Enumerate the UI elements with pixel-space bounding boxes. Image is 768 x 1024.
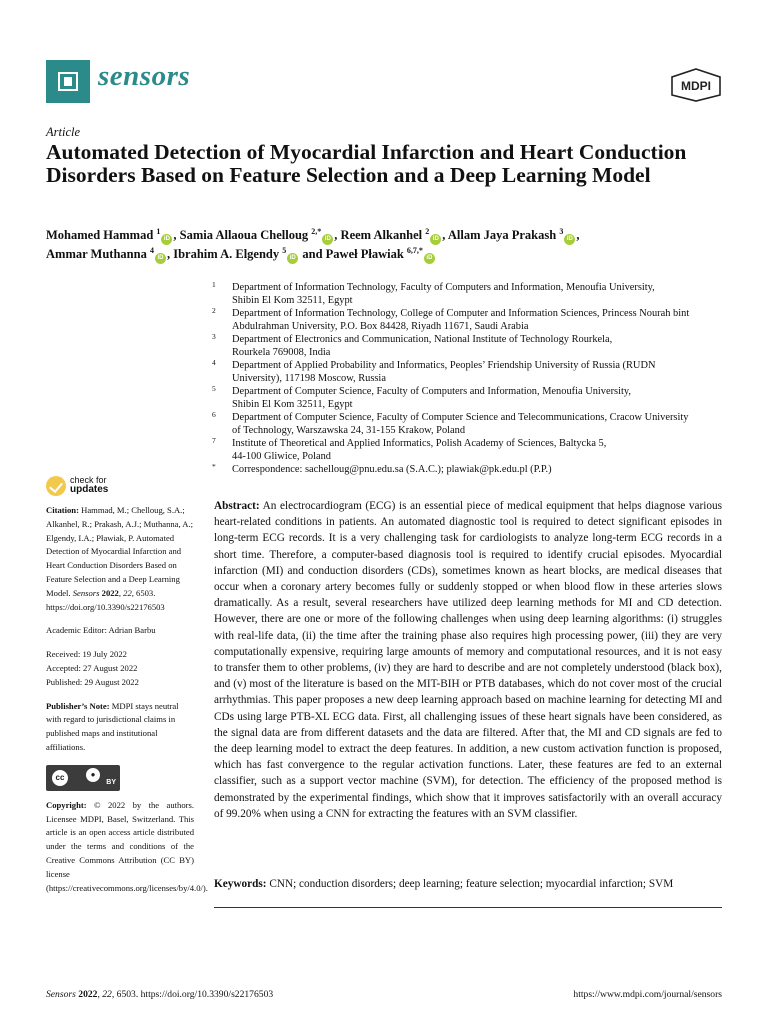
affiliation-line: of Technology, Warszawska 24, 31-155 Krakow, Poland [232, 425, 466, 436]
affiliation-line: Department of Information Technology, College of Computer and Information Sciences, Princess Nourah bint [232, 308, 690, 319]
divider [214, 907, 722, 908]
affiliation-number: 2 [212, 306, 216, 315]
author-name: Paweł Pławiak [325, 247, 404, 261]
orcid-icon[interactable]: iD [430, 234, 441, 245]
accepted-date: Accepted: 27 August 2022 [46, 662, 138, 673]
affiliation-number: 4 [212, 358, 216, 367]
affiliation-line: Abdulrahman University, P.O. Box 84428, Riyadh 11671, Saudi Arabia [232, 321, 529, 332]
author-list [46, 226, 726, 264]
footer-volume: 22 [102, 989, 112, 1000]
author-affiliation-marker: 6,7,* [406, 245, 423, 255]
publisher-note-text: MDPI stays neutral with regard to jurisdictional claims in published maps and institutional affiliations. [46, 700, 179, 752]
orcid-icon[interactable]: iD [161, 234, 172, 245]
author-separator: , [166, 247, 174, 261]
check-updates-bottom: updates [70, 484, 109, 495]
author-name: Ibrahim A. Elgendy [173, 247, 280, 261]
author-name: Allam Jaya Prakash [447, 228, 557, 242]
citation-text: Hammad, M.; Chelloug, S.A.; Alkanhel, R.; Prakash, A.J.; Muthanna, A.; Elgendy, I.A.; Pławiak, P. Automated Detection of Myocardial Infarction and Heart Conduction Disorders Based on Feature Selection and a Deep Learning Model. [46, 505, 194, 598]
author-affiliation-marker: 3 [559, 226, 564, 236]
author-separator: , [576, 228, 580, 242]
citation-doi[interactable]: 6503. https://doi.org/10.3390/s22176503 [46, 587, 165, 612]
affiliation-item [212, 359, 727, 385]
received-date: Received: 19 July 2022 [46, 649, 127, 660]
orcid-icon[interactable]: iD [322, 234, 333, 245]
citation-block: Citation: Hammad, M.; Chelloug, S.A.; Alkanhel, R.; Prakash, A.J.; Muthanna, A.; Elgendy, I.A.; Pławiak, P. Automated Detection of Myocardial Infarction and Heart Conduction Disorders Based on Feature Selection and a Deep Learning Model. Sensors 2022, 22, 6503. https://doi.org/10.3390/s22176503 [46, 505, 194, 612]
abstract-text: An electrocardiogram (ECG) is an essential piece of medical equipment that helps diagnose various heart-related conditions in patients. An automated diagnostic tool is required to detect significant episodes in long-term ECG records. It is a very challenging task for cardiologists to analyze long-term ECG records in a short time. Therefore, a computer-based diagnosis tool is required to identify crucial episodes. Myocardial infarction (MI) and conduction disorders (CDs), sometimes known as heart blocks, are medical diseases that occur when a coronary artery becomes fully or suddenly stopped or when blood flow in these arteries slows dramatically. As a result, several researchers have utilized deep learning methods for MI and CD detection. However, there are one or more of the following challenges when using deep learning algorithms: (i) struggles with real-life data, (ii) the time after the training phase also requires high processing power, (iii) they are very computationally expensive, requiring large amounts of memory and computational resources, and it is not easy to transfer them to other problems, (iv) they are hard to describe and are not completely understood (black box), and (v) most of the literature is based on the MIT-BIH or PTB databases, which do not cover most of the crucial arrhythmias. This paper proposes a new deep learning approach based on machine learning for detecting MI and CDs using large PTB-XL ECG data. First, all challenging issues of these heart signals have been considered, as the signal data are from different datasets and the data are filtered. After that, the MI and CD signals are fed to the deep learning model to extract the deep features. In addition, a new custom activation function is proposed, which has fast convergence to the regular activation functions. Later, these features are fed to an external classifier, such as a support vector machine (SVM), for detection. The efficiency of the proposed method is demonstrated by the experimental findings, which show that it improves satisfactorily with an overall accuracy of 99.20% when using a CNN for extracting the features with an SVM classifier. [214, 500, 722, 820]
copyright-block [46, 799, 208, 896]
author-affiliation-marker: 2,* [311, 226, 322, 236]
article-type: Article [46, 125, 81, 139]
affiliation-number: 6 [212, 410, 216, 419]
orcid-icon[interactable]: iD [564, 234, 575, 245]
check-for-updates-badge[interactable] [46, 476, 194, 500]
citation-year: 2022 [101, 587, 119, 598]
person-icon: ● [84, 766, 102, 784]
citation-label: Citation: [46, 505, 79, 515]
author-separator: and [299, 247, 326, 261]
cc-by-license-badge[interactable] [46, 765, 120, 791]
author-name: Samia Allaoua Chelloug [179, 228, 309, 242]
affiliation-line: Rourkela 769008, India [232, 347, 331, 358]
affiliation-line: Shibin El Kom 32511, Egypt [232, 399, 353, 410]
publisher-note [46, 700, 194, 755]
citation-journal: Sensors [72, 587, 100, 598]
affiliation-line: Department of Computer Science, Faculty of Computer Science and Telecommunications, Cracow University [232, 412, 689, 423]
orcid-icon[interactable]: iD [155, 253, 166, 264]
copyright-label: Copyright: [46, 799, 87, 810]
affiliation-item [212, 307, 727, 333]
author-name: Mohamed Hammad [46, 228, 154, 242]
affiliation-number: * [212, 462, 216, 471]
affiliation-number: 5 [212, 384, 216, 393]
publisher-note-label: Publisher’s Note: [46, 700, 110, 711]
author-affiliation-marker: 1 [156, 226, 161, 236]
orcid-icon[interactable]: iD [424, 253, 435, 264]
keywords-text: CNN; conduction disorders; deep learning; feature selection; myocardial infarction; SVM [269, 878, 674, 890]
affiliation-item [212, 437, 727, 463]
journal-name: sensors [98, 60, 191, 92]
published-date: Published: 29 August 2022 [46, 676, 139, 687]
footer-journal-url[interactable]: https://www.mdpi.com/journal/sensors [573, 989, 722, 1000]
author-separator: , [442, 228, 448, 242]
affiliation-line: Department of Information Technology, Faculty of Computers and Information, Menoufia University, [232, 282, 655, 293]
author-name: Ammar Muthanna [46, 247, 147, 261]
affiliation-line: Department of Applied Probability and Informatics, Peoples’ Friendship University of Russia (RUDN [232, 360, 656, 371]
copyright-text: © 2022 by the authors. Licensee MDPI, Basel, Switzerland. This article is an open access article distributed under the terms and conditions of the Creative Commons Attribution (CC BY) license (https://creativecommons.org/licenses/by/4.0/). [46, 799, 208, 893]
publisher-name: MDPI [681, 79, 711, 93]
citation-volume: 22 [123, 587, 132, 598]
affiliation-line: Shibin El Kom 32511, Egypt [232, 295, 353, 306]
author-affiliation-marker: 5 [282, 245, 287, 255]
affiliation-line: Department of Electronics and Communication, National Institute of Technology Rourkela, [232, 334, 613, 345]
affiliation-item [212, 281, 727, 307]
author-affiliation-marker: 2 [425, 226, 430, 236]
author-affiliation-marker: 4 [149, 245, 154, 255]
affiliation-item [212, 333, 727, 359]
affiliation-line: Institute of Theoretical and Applied Informatics, Polish Academy of Sciences, Baltycka 5, [232, 438, 607, 449]
abstract [214, 498, 722, 822]
footer-journal: Sensors [46, 989, 76, 1000]
footer-year: 2022 [78, 989, 98, 1000]
keywords-label: Keywords: [214, 878, 267, 890]
author-separator: , [173, 228, 180, 242]
academic-editor: Academic Editor: Adrian Barbu [46, 625, 156, 636]
footer-doi[interactable]: , 6503. https://doi.org/10.3390/s22176503 [111, 989, 274, 1000]
journal-logo-icon [46, 60, 90, 103]
mdpi-logo-icon [670, 68, 722, 102]
check-updates-top: check for [70, 475, 107, 485]
page-footer: Sensors 2022, 22, 6503. https://doi.org/10.3390/s22176503 https://www.mdpi.com/journal/sensors [46, 989, 722, 1000]
cc-by-text: BY [106, 778, 116, 786]
affiliation-line: Correspondence: sachelloug@pnu.edu.sa (S.A.C.); plawiak@pk.edu.pl (P.P.) [232, 464, 552, 475]
dates-block [46, 648, 194, 689]
affiliation-line: 44-100 Gliwice, Poland [232, 451, 331, 462]
journal-header [46, 60, 722, 104]
sidebar [46, 475, 208, 905]
affiliation-number: 7 [212, 436, 216, 445]
affiliation-item [212, 463, 727, 476]
author-separator: , [334, 228, 341, 242]
affiliation-number: 3 [212, 332, 216, 341]
affiliation-list [212, 281, 727, 476]
affiliation-number: 1 [212, 280, 216, 289]
abstract-label: Abstract: [214, 500, 260, 512]
checkmark-icon [46, 476, 66, 496]
paper-title: Automated Detection of Myocardial Infarction and Heart Conduction Disorders Based on Feature Selection and a Deep Learning Model [46, 140, 687, 187]
affiliation-line: University), 117198 Moscow, Russia [232, 373, 386, 384]
author-name: Reem Alkanhel [340, 228, 423, 242]
cc-icon: cc [50, 768, 70, 788]
orcid-icon[interactable]: iD [287, 253, 298, 264]
affiliation-item [212, 385, 727, 411]
keywords [214, 876, 722, 892]
affiliation-line: Department of Computer Science, Faculty of Computers and Information, Menoufia University, [232, 386, 631, 397]
affiliation-item [212, 411, 727, 437]
